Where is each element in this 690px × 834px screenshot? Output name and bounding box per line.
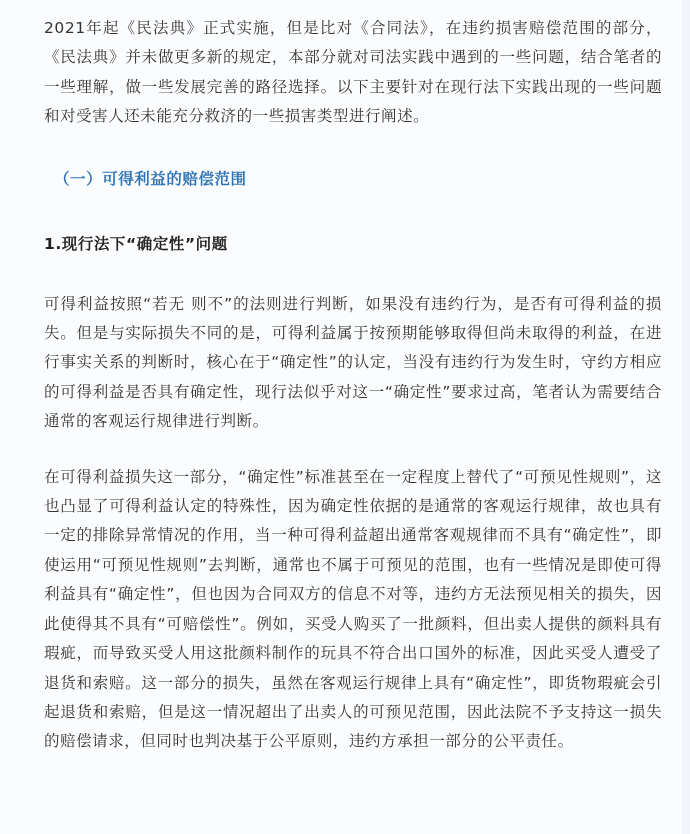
intro-paragraph: 2021年起《民法典》正式实施，但是比对《合同法》，在违约损害赔偿范围的部分，《民法典》并未做更多新的规定，本部分就对司法实践中遇到的一些问题，结合笔者的一些理解，做一些发展完善的路径选择。以下主要针对在现行法下实践出现的一些问题和对受害人还未能充分救济的一些损害类型进行阐述。 [44,19,662,126]
sub-heading: 1.现行法下“确定性”问题 [44,234,228,253]
section-heading: （一）可得利益的赔偿范围 [54,169,247,188]
body-paragraph-2: 在可得利益损失这一部分，“确定性”标准甚至在一定程度上替代了“可预见性规则”，这也凸显了可得利益认定的特殊性，因为确定性依据的是通常的客观运行规律，故也具有一定的排除异常情况的作用，当一种可得利益超出通常客观规律而不具有“确定性”，即使运用“可预见性规则”去判断，通常也不属于可预见的范围，也有一些情况是即使可得利益具有“确定性”，但也因为合同双方的信息不对等，违约方无法预见相关的损失，因此使得其不具有“可赔偿性”。例如，买受人购买了一批颜料，但出卖人提供的颜料具有瑕疵，而导致买受人用这批颜料制作的玩具不符合出口国外的标准，因此买受人遭受了退货和索赔。这一部分的损失，虽然在客观运行规律上具有“确定性”，即货物瑕疵会引起退货和索赔，但是这一情况超出了出卖人的可预见范围，因此法院不予支持这一损失的赔偿请求，但同时也判决基于公平原则，违约方承担一部分的公平责任。 [44,467,662,751]
body-paragraph-1: 可得利益按照“若无 则不”的法则进行判断，如果没有违约行为，是否有可得利益的损失。但是与实际损失不同的是，可得利益属于按预期能够取得但尚未取得的利益，在进行事实关系的判断时，核心在于“确定性”的认定，当没有违约行为发生时，守约方相应的可得利益是否具有确定性，现行法似乎对这一“确定性”要求过高，笔者认为需要结合通常的客观运行规律进行判断。 [44,294,662,431]
